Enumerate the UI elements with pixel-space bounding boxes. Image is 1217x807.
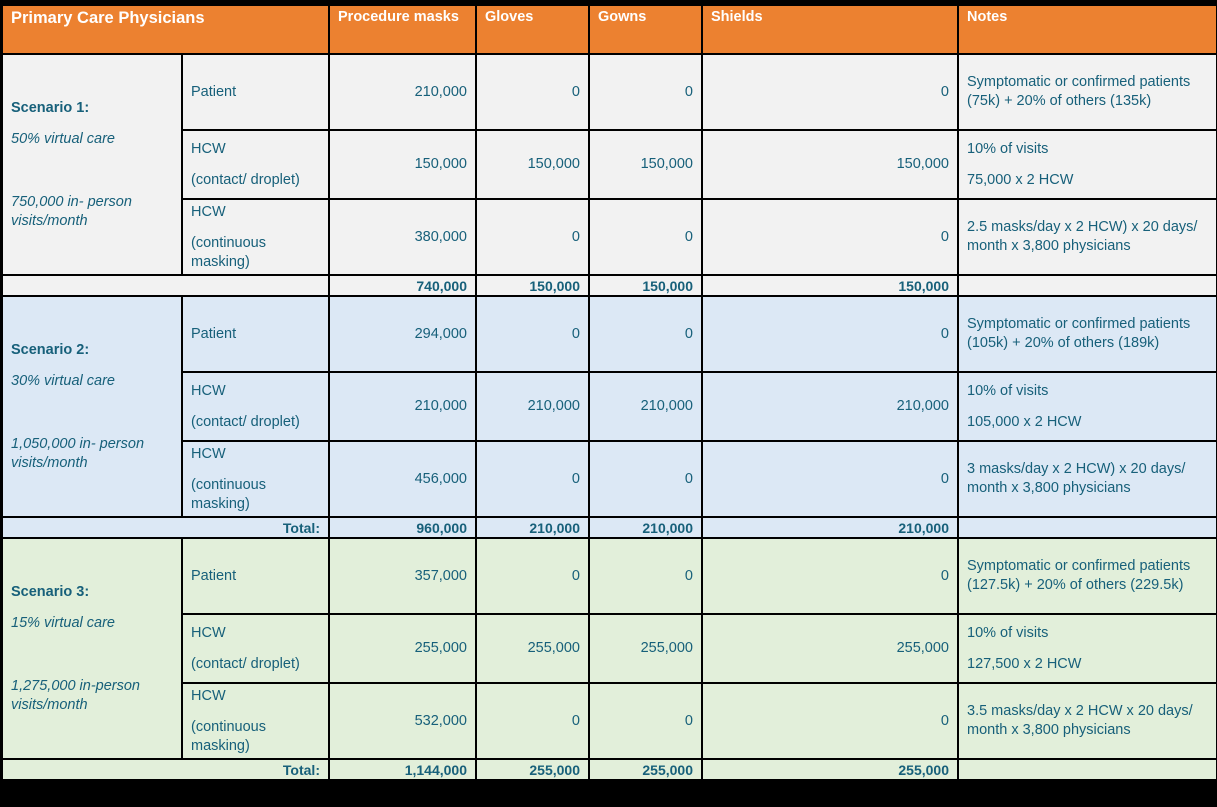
masks-value: 456,000 <box>329 441 476 517</box>
row-type: HCW <box>191 445 226 462</box>
total-notes <box>958 517 1217 538</box>
row-type-cell <box>182 130 329 199</box>
scenario-visits: 750,000 in- person visits/month <box>11 193 132 229</box>
scenario-title: Scenario 3: <box>11 583 90 600</box>
note-text: 10% of visits <box>967 624 1049 641</box>
col-header-notes: Notes <box>958 5 1217 54</box>
total-label: Total: <box>2 517 329 538</box>
note-detail: 75,000 x 2 HCW <box>967 171 1074 188</box>
scenario-virtual-care: 30% virtual care <box>11 372 115 389</box>
gloves-value: 0 <box>476 296 589 372</box>
scenario-visits: 1,050,000 in- person visits/month <box>11 435 145 471</box>
scenario-cell <box>2 538 182 759</box>
notes-cell <box>958 372 1217 441</box>
gloves-value: 210,000 <box>476 372 589 441</box>
shields-value: 0 <box>702 441 958 517</box>
row-type-detail: (continuous masking) <box>191 718 266 754</box>
col-header-gowns: Gowns <box>589 5 702 54</box>
shields-value: 0 <box>702 538 958 614</box>
shields-value: 150,000 <box>702 130 958 199</box>
gloves-value: 0 <box>476 441 589 517</box>
row-type-cell <box>182 538 329 614</box>
gowns-value: 0 <box>589 54 702 130</box>
table-row <box>2 441 1217 517</box>
note-text: Symptomatic or confirmed patients (75k) + 20% of others (135k) <box>967 74 1191 109</box>
table-row <box>2 54 1217 130</box>
gloves-value: 0 <box>476 683 589 759</box>
total-row <box>2 759 1217 780</box>
scenario-cell <box>2 296 182 517</box>
row-type-detail: (continuous masking) <box>191 476 266 512</box>
row-type: Patient <box>191 567 237 584</box>
total-masks: 1,144,000 <box>329 759 476 780</box>
total-shields: 210,000 <box>702 517 958 538</box>
gowns-value: 210,000 <box>589 372 702 441</box>
shields-value: 0 <box>702 296 958 372</box>
row-type: Patient <box>191 83 237 100</box>
masks-value: 294,000 <box>329 296 476 372</box>
gowns-value: 0 <box>589 199 702 275</box>
masks-value: 210,000 <box>329 372 476 441</box>
table-row <box>2 372 1217 441</box>
total-label <box>2 275 329 296</box>
scenario-virtual-care: 15% virtual care <box>11 614 115 631</box>
total-gloves: 150,000 <box>476 275 589 296</box>
row-type-cell <box>182 683 329 759</box>
gowns-value: 0 <box>589 538 702 614</box>
notes-cell <box>958 538 1217 614</box>
row-type-cell <box>182 372 329 441</box>
table-row <box>2 199 1217 275</box>
row-type: HCW <box>191 687 226 704</box>
row-type-cell <box>182 441 329 517</box>
ppe-table <box>1 4 1217 781</box>
total-gloves: 255,000 <box>476 759 589 780</box>
total-notes <box>958 275 1217 296</box>
total-gowns: 210,000 <box>589 517 702 538</box>
gloves-value: 150,000 <box>476 130 589 199</box>
note-text: 3.5 masks/day x 2 HCW x 20 days/ month x 3,800 physicians <box>967 703 1193 738</box>
table-row <box>2 614 1217 683</box>
scenario-title: Scenario 1: <box>11 99 90 116</box>
notes-cell <box>958 199 1217 275</box>
scenario-visits: 1,275,000 in-person visits/month <box>11 677 140 713</box>
notes-cell <box>958 614 1217 683</box>
table-title: Primary Care Physicians <box>2 5 329 54</box>
table-row <box>2 130 1217 199</box>
row-type-cell <box>182 199 329 275</box>
row-type-detail: (contact/ droplet) <box>191 171 300 188</box>
gowns-value: 0 <box>589 683 702 759</box>
note-text: Symptomatic or confirmed patients (105k) + 20% of others (189k) <box>967 316 1191 351</box>
note-text: Symptomatic or confirmed patients (127.5k) + 20% of others (229.5k) <box>967 558 1191 593</box>
shields-value: 210,000 <box>702 372 958 441</box>
total-label: Total: <box>2 759 329 780</box>
note-text: 10% of visits <box>967 140 1049 157</box>
scenario-title: Scenario 2: <box>11 341 90 358</box>
masks-value: 357,000 <box>329 538 476 614</box>
total-masks: 740,000 <box>329 275 476 296</box>
total-row <box>2 517 1217 538</box>
gowns-value: 0 <box>589 296 702 372</box>
shields-value: 0 <box>702 683 958 759</box>
row-type: Patient <box>191 325 237 342</box>
masks-value: 210,000 <box>329 54 476 130</box>
row-type: HCW <box>191 140 226 157</box>
notes-cell <box>958 683 1217 759</box>
total-gowns: 255,000 <box>589 759 702 780</box>
masks-value: 380,000 <box>329 199 476 275</box>
notes-cell <box>958 54 1217 130</box>
col-header-procedure-masks: Procedure masks <box>329 5 476 54</box>
total-gloves: 210,000 <box>476 517 589 538</box>
table-row <box>2 538 1217 614</box>
row-type-detail: (continuous masking) <box>191 234 266 270</box>
scenario-cell <box>2 54 182 275</box>
gowns-value: 255,000 <box>589 614 702 683</box>
row-type: HCW <box>191 624 226 641</box>
gloves-value: 0 <box>476 54 589 130</box>
gloves-value: 0 <box>476 199 589 275</box>
row-type-cell <box>182 614 329 683</box>
total-row <box>2 275 1217 296</box>
note-detail: 105,000 x 2 HCW <box>967 413 1082 430</box>
row-type-cell <box>182 54 329 130</box>
scenario-virtual-care: 50% virtual care <box>11 130 115 147</box>
total-shields: 150,000 <box>702 275 958 296</box>
shields-value: 0 <box>702 54 958 130</box>
total-masks: 960,000 <box>329 517 476 538</box>
notes-cell <box>958 441 1217 517</box>
total-shields: 255,000 <box>702 759 958 780</box>
gowns-value: 0 <box>589 441 702 517</box>
row-type-detail: (contact/ droplet) <box>191 655 300 672</box>
shields-value: 0 <box>702 199 958 275</box>
masks-value: 255,000 <box>329 614 476 683</box>
gloves-value: 0 <box>476 538 589 614</box>
col-header-shields: Shields <box>702 5 958 54</box>
note-text: 3 masks/day x 2 HCW) x 20 days/ month x 3,800 physicians <box>967 461 1186 496</box>
row-type-detail: (contact/ droplet) <box>191 413 300 430</box>
header-row <box>2 5 1217 54</box>
row-type: HCW <box>191 203 226 220</box>
notes-cell <box>958 130 1217 199</box>
gloves-value: 255,000 <box>476 614 589 683</box>
note-text: 2.5 masks/day x 2 HCW) x 20 days/ month x 3,800 physicians <box>967 219 1198 254</box>
gowns-value: 150,000 <box>589 130 702 199</box>
notes-cell <box>958 296 1217 372</box>
row-type-cell <box>182 296 329 372</box>
masks-value: 150,000 <box>329 130 476 199</box>
col-header-gloves: Gloves <box>476 5 589 54</box>
table-row <box>2 296 1217 372</box>
total-gowns: 150,000 <box>589 275 702 296</box>
table-row <box>2 683 1217 759</box>
total-notes <box>958 759 1217 780</box>
note-text: 10% of visits <box>967 382 1049 399</box>
masks-value: 532,000 <box>329 683 476 759</box>
row-type: HCW <box>191 382 226 399</box>
note-detail: 127,500 x 2 HCW <box>967 655 1082 672</box>
shields-value: 255,000 <box>702 614 958 683</box>
